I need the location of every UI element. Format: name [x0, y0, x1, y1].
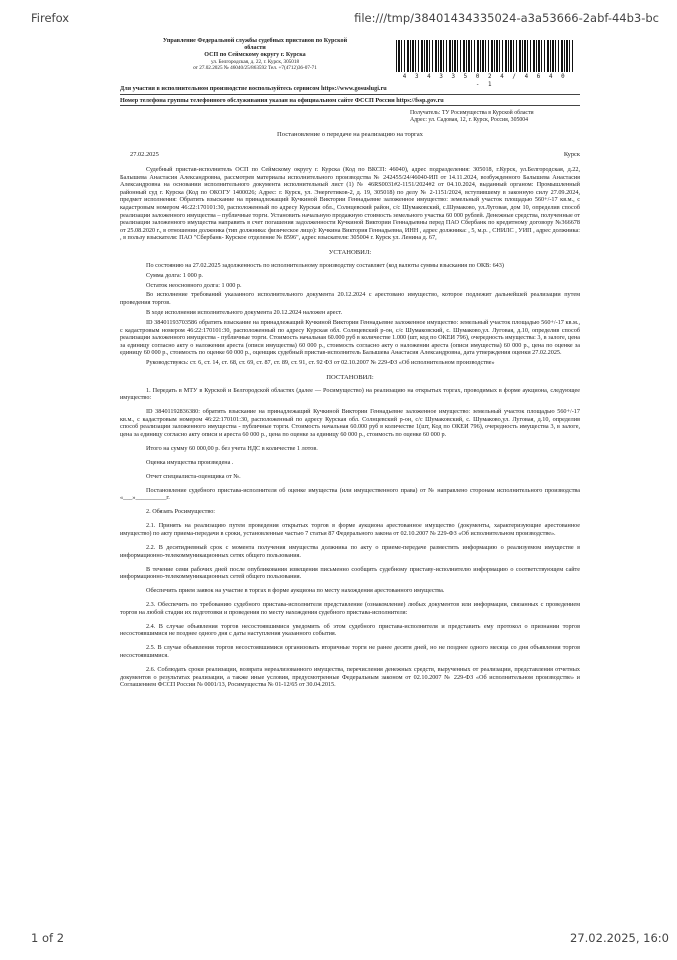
- agency-header: [120, 38, 390, 71]
- paragraph: ID 38401193703586 обратить взыскание на принадлежащий Кучкиной Виктории Геннадьевне заложенное имущество: земельный участок площадью 560+/-17 кв.м., с кадастровым номером 46:22:170101:30, расположенный по адресу Курская обл. Солнцевский р-он, с/с Шумаковский, с. Шумаково,ул. Луговая, д.10, определив способ реализации заложенного имущества - публичные торги. Стоимость начальная 60.000 руб в количестве 1.000 (шт, код по ОКЕИ 796), очередность имущества: 3, в залоге, цена за единицу согласно акту о наложении ареста (описи имущества) 60 000 р., стоимость согласно акту о наложении ареста (описи имущества) 60 000 р., цена по оценке за единицу 60 000 р., стоимость по оценке 60 000 р., оценщик судебный пристав-исполнитель Балышева Анастасия Александровна, дата утверждения оценки 27.02.2025.: [120, 319, 580, 357]
- document-page: [120, 38, 580, 908]
- app-name: Firefox: [31, 11, 70, 25]
- document-reference: от 27.02.2025 № 46040/25/863592 Тел. +7(4712)36-07-71: [193, 65, 317, 71]
- paragraph: Обеспечить прием заявок на участие в торгах в форме аукциона по месту нахождения арестованного имущества.: [146, 587, 445, 595]
- paragraph: Руководствуясь: ст. 6, ст. 14, ст. 68, ст. 69, ст. 87, ст. 89, ст. 91, ст. 92 ФЗ от 02.10.2007 № 229-ФЗ «Об исполнительном производстве»: [146, 359, 495, 367]
- paragraph: 2. Обязать Росимущество:: [146, 508, 216, 516]
- paragraph: В течение семи рабочих дней после опубликования извещения письменно сообщить судебному приставу-исполнителю информацию о соответствующем сайте информационно-телекоммуникационных сетей общего пользования.: [120, 565, 580, 581]
- browser-print-header: [0, 8, 677, 28]
- document-body: [120, 166, 580, 691]
- paragraph: В ходе исполнения исполнительного документа 20.12.2024 наложен арест.: [146, 309, 343, 317]
- paragraph: 2.4. В случае объявления торгов несостоявшимися уведомить об этом судебного пристава-исполнителя и представить ему протокол о признании торгов несостоявшимися не позднее одного дня с даты наступления указанного события.: [120, 622, 580, 638]
- paragraph: Судебный пристав-исполнитель ОСП по Сеймскому округу г. Курска (Код по ВКСП: 46040), адрес подразделения: 305018, г.Курск, ул.Белгородская, д.22, Балышева Анастасия Александровна, рассмотрев материалы исполнительного производства № 242455/24/46040-ИП от 14.11.2024, возбужденного Балышева Анастасия Александровна на основании исполнительного документа исполнительный лист (1) № 46RS0031#2-1151/2024#2 от 04.10.2024, выданный органом: Промышленный районный суд г. Курска (Код по ОКОГУ 1400026; Адрес: г. Курск, ул. Энергетиков-2, д. 19, 305018) по делу № 2-1151/2024, вступившему в законную силу 27.09.2024, предмет исполнения: Обратить взыскание на принадлежащий Кучкиной Виктории Геннадьевне заложенное имущество: земельный участок площадью 560+/-17 кв.м., с кадастровым номером 46:22:170101:30, расположенный по адресу Курская обл., Солнцевский район, с/с Шумаковский, с.Шумаково, ул.Луговая, дом 10, определив способ реализации заложенного имущества – публичные торги. Установить начальную продажную стоимость земельного участка 60 000 рублей. Денежные средства, полученные от реализации заложенного имущества направить в счет погашения задолженности Кучкиной Виктории Геннадьевны перед ПАО Сбербанк по кредитному договору №366678 от 25.08.2020 г., в отношении должника (тип должника: физическое лицо): Кучкина Виктория Геннадьевна, ИНН , адрес должника: , 5, м.р. , СНИЛС , УИП , адрес должника: , в пользу взыскателя: ПАО "Сбербанк- Курское отделение № 8596", адрес взыскателя: 305004 г. Курск ул. Ленина д. 67,: [120, 166, 580, 242]
- barcode-image: [396, 40, 574, 72]
- hotline-notice: Номер телефона группы телефонного обслуживания указан на официальном сайте ФССП России https://fssp.gov.ru: [120, 97, 444, 104]
- paragraph: По состоянию на 27.02.2025 задолженность по исполнительному производству составляет (код валюты суммы взыскания по ОКВ: 643): [146, 261, 504, 269]
- paragraph: Остаток неосновного долга: 1 000 р.: [146, 281, 242, 289]
- paragraph: ID 38401192836380: обратить взыскание на принадлежащий Кучкиной Виктории Геннадьевне заложенное имущество: земельный участок площадью 560+/-17 кв.м., с кадастровым номером 46:22:170101:30, расположенный по адресу Курская обл. Солнцевский р-он, с/с Шумаковский, с. Шумаково,ул. Луговая, д.10, определив способ реализации заложенного имущества - публичные торги. Стоимость начальная 60.000 руб в количестве 1(шт, Код по ОКЕИ 796), очередность имущества 3, в залоге, цена за единицу согласно акту описи и ареста 60 000 р., цена по оценке за единицу 60 000 р., стоимость по оценке 60 000 р.: [120, 408, 580, 438]
- recipient-address: Адрес: ул. Садовая, 12, г. Курск, Россия, 305004: [410, 116, 529, 123]
- department-name: ОСП по Сеймскому округу г. Курска: [204, 52, 306, 58]
- department-address: ул. Белгородская, д. 22, г. Курск, 305018: [210, 59, 300, 65]
- section-heading-postanovil: ПОСТАНОВИЛ:: [326, 374, 374, 381]
- paragraph: Оценка имущества произведена .: [146, 458, 234, 466]
- document-date: 27.02.2025: [130, 151, 159, 158]
- divider: [120, 105, 580, 106]
- paragraph: Постановление судебного пристава-исполнителя об оценке имущества (или имущественного права) от № направлено сторонам исполнительного производства «___»__________г.: [120, 486, 580, 502]
- document-url: file:///tmp/38401434335024-a3a53666-2abf-44b3-bc: [354, 11, 659, 25]
- paragraph: 2.5. В случае объявления торгов несостоявшимися организовать вторичные торги не ранее десяти дней, но не позднее одного месяца со дня объявления торгов несостоявшимися.: [120, 644, 580, 659]
- page-indicator: 1 of 2: [31, 931, 65, 945]
- document-city: Курск: [563, 151, 580, 158]
- agency-name: Управление Федеральной службы судебных приставов по Курской: [162, 38, 348, 44]
- divider: [120, 94, 580, 95]
- paragraph: 2.1. Принять на реализацию путем проведения открытых торгов в форме аукциона арестованное имущество (документы, характеризующие арестованное имущество) по акту приема-передачи в сроки, установленные частью 7 статьи 87 Федерального закона от 02.10.2007 № 229-ФЗ «Об исполнительном производстве».: [120, 522, 580, 538]
- recipient-name: Получатель: ТУ Росимущества в Курской области: [410, 110, 534, 116]
- recipient-block: [410, 110, 580, 124]
- paragraph: Отчет специалиста-оценщика от №.: [146, 472, 241, 480]
- gosuslugi-notice: Для участия в исполнительном производстве воспользуйтесь сервисом https://www.gosuslugi.ru: [120, 85, 387, 92]
- paragraph: 1. Передать в МТУ в Курской и Белгородской областях (далее — Росимущество) на реализацию на открытых торгах, проводимых в форме аукциона, следующее имущество:: [120, 386, 580, 402]
- agency-region: области: [244, 45, 266, 51]
- paragraph: Сумма долга: 1 000 р.: [146, 271, 203, 279]
- section-heading-ustanovil: УСТАНОВИЛ:: [328, 248, 372, 256]
- paragraph: Итого на сумму 60 000,00 р. без учета НДС в количестве 1 лотов.: [146, 444, 318, 452]
- barcode-number: 4 3 4 3 3 5 0 2 4 / 4 6 4 0 - 1: [402, 74, 568, 88]
- paragraph: 2.6. Соблюдать сроки реализации, возврата нереализованного имущества, перечисления денежных средств, вырученных от реализации, представления отчетных документов о результатах реализации, а также иные условия, предусмотренные Федеральным законом от 02.10.2007 № 229-ФЗ «Об исполнительном производстве» и Соглашением ФССП России № 0001/13, Росимущества № 01-12/65 от 30.04.2015.: [120, 665, 580, 689]
- document-title: Постановление о передаче на реализацию на торгах: [277, 131, 423, 138]
- print-datetime: 27.02.2025, 16:0: [570, 931, 669, 945]
- paragraph: 2.3. Обеспечить по требованию судебного пристава-исполнителя представление (ознакомление) любых документов или информации, связанных с проведением торгов на любой стадии их подготовки и проведения по месту нахождения судебного пристава-исполнителя:: [120, 601, 580, 616]
- browser-print-footer: [0, 928, 677, 948]
- paragraph: Во исполнение требований указанного исполнительного документа 20.12.2024 с арестовано имущество, которое подлежит дальнейшей реализации путем проведения торгов.: [120, 291, 580, 307]
- paragraph: 2.2. В десятидневный срок с момента получения имущества должника по акту о приеме-передаче разместить информацию о реализуемом имуществе в информационно-телекоммуникационных сетях общего пользования.: [120, 544, 580, 559]
